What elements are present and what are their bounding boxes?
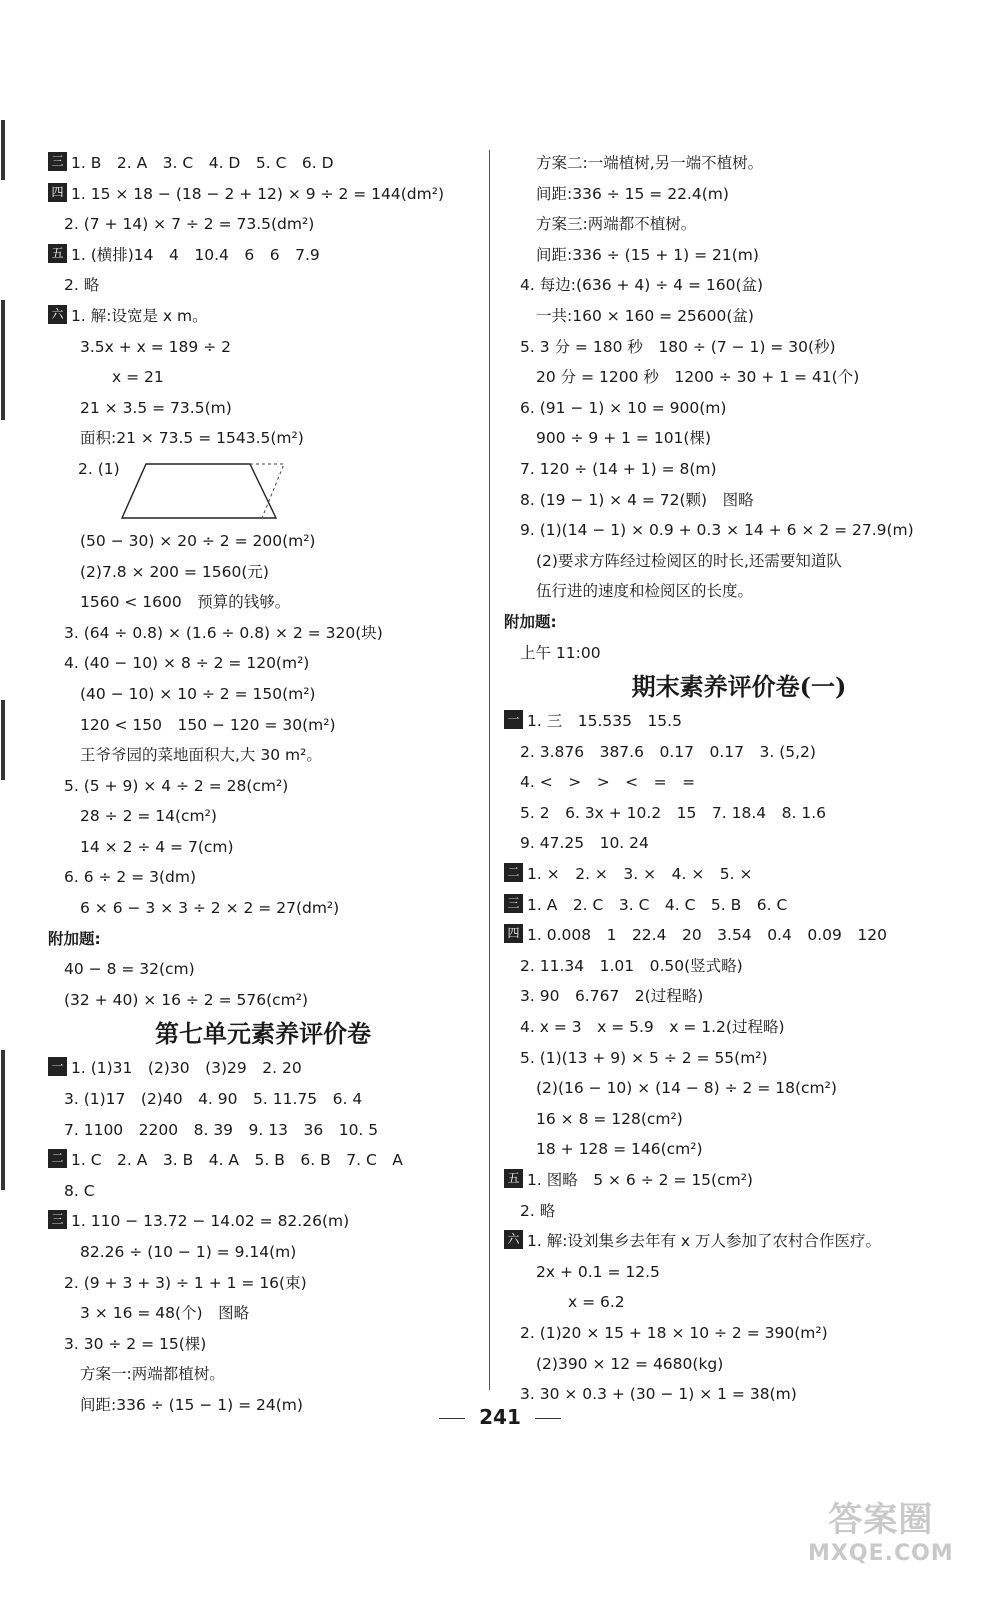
trapezoid-shape (122, 464, 276, 518)
answer-text: (2)7.8 × 200 = 1560(元) (80, 562, 269, 581)
answer-line (48, 301, 478, 332)
answer-line (48, 740, 478, 771)
answer-line (48, 801, 478, 832)
answer-text: 1. 0.008 1 22.4 20 3.54 0.4 0.09 120 (527, 926, 887, 945)
answer-line (48, 985, 478, 1016)
answer-line (504, 1226, 974, 1257)
answer-line (504, 767, 974, 798)
left-column (48, 148, 478, 1421)
answer-text: 间距:336 ÷ (15 + 1) = 21(m) (536, 245, 759, 264)
answer-line (504, 798, 974, 829)
answer-line (48, 679, 478, 710)
answer-line (48, 1359, 478, 1390)
section-number-badge: 六 (504, 1230, 523, 1249)
answer-line (48, 1053, 478, 1084)
answer-text: 方案二:一端植树,另一端不植树。 (536, 154, 764, 172)
answer-text: 1. A 2. C 3. C 4. C 5. B 6. C (527, 895, 788, 914)
answer-text: 1. 图略 5 × 6 ÷ 2 = 15(cm²) (527, 1171, 753, 1189)
answer-line (48, 924, 478, 955)
answer-line (48, 832, 478, 863)
answer-text: 4. < > > < = = (520, 773, 696, 792)
answer-text: 14 × 2 ÷ 4 = 7(cm) (80, 837, 234, 856)
section-number-badge: 四 (48, 183, 67, 202)
answer-text: 1. (1)31 (2)30 (3)29 2. 20 (71, 1059, 302, 1078)
answer-text: 9. 47.25 10. 24 (520, 834, 649, 853)
trapezoid-figure-row (48, 454, 478, 526)
watermark-logo (808, 1500, 954, 1568)
answer-line (48, 423, 478, 454)
answer-line (504, 270, 974, 301)
answer-text: 2. 略 (520, 1201, 556, 1220)
answer-text: 8. (19 − 1) × 4 = 72(颗) 图略 (520, 490, 754, 509)
answer-text: 3. (64 ÷ 0.8) × (1.6 ÷ 0.8) × 2 = 320(块) (64, 623, 383, 642)
watermark-url: MXQE.COM (808, 1541, 954, 1566)
answer-line (504, 423, 974, 454)
answer-text: 3. 90 6.767 2(过程略) (520, 987, 704, 1006)
answer-line (48, 954, 478, 985)
answer-text: 40 − 8 = 32(cm) (64, 960, 195, 979)
answer-text: 9. (1)(14 − 1) × 0.9 + 0.3 × 14 + 6 × 2 = 27.9(m) (520, 521, 914, 540)
answer-text: 1. 110 − 13.72 − 14.02 = 82.26(m) (71, 1212, 350, 1231)
answer-line (504, 1349, 974, 1380)
answer-text: 1. 三 15.535 15.5 (527, 712, 682, 731)
watermark-text: 答案圈 (828, 1500, 934, 1540)
bonus-label: 附加题: (504, 612, 557, 631)
answer-line (504, 179, 974, 210)
answer-line (48, 526, 478, 557)
answer-line (504, 1012, 974, 1043)
answer-line (48, 1206, 478, 1237)
answer-text: 3. (1)17 (2)40 4. 90 5. 11.75 6. 4 (64, 1090, 363, 1109)
right-column (504, 148, 974, 1410)
answer-line (504, 828, 974, 859)
answer-text: (2)(16 − 10) × (14 − 8) ÷ 2 = 18(cm²) (536, 1079, 837, 1098)
section-number-badge: 一 (504, 710, 523, 729)
answer-line (48, 862, 478, 893)
answer-text: 1. 解:设宽是 x m。 (71, 306, 208, 325)
answer-line (48, 148, 478, 179)
answer-text: x = 6.2 (568, 1293, 625, 1312)
answer-text: 1560 < 1600 预算的钱够。 (80, 593, 291, 612)
answer-text: 间距:336 ÷ 15 = 22.4(m) (536, 184, 729, 203)
answer-text: 1. 15 × 18 − (18 − 2 + 12) × 9 ÷ 2 = 144(dm²) (71, 184, 445, 203)
answer-line (48, 771, 478, 802)
answer-line (504, 515, 974, 546)
answer-text: (50 − 30) × 20 ÷ 2 = 200(m²) (80, 531, 316, 550)
answer-line (504, 546, 974, 577)
answer-text: 1. 解:设刘集乡去年有 x 万人参加了农村合作医疗。 (527, 1232, 881, 1251)
answer-line (504, 706, 974, 737)
answer-text: 3 × 16 = 48(个) 图略 (80, 1304, 250, 1323)
answer-text: 2. 3.876 387.6 0.17 0.17 3. (5,2) (520, 742, 816, 761)
answer-text: 120 < 150 150 − 120 = 30(m²) (80, 715, 336, 734)
answer-text: 面积:21 × 73.5 = 1543.5(m²) (80, 429, 304, 448)
answer-text: 20 分 = 1200 秒 1200 ÷ 30 + 1 = 41(个) (536, 368, 860, 387)
answer-text: (32 + 40) × 16 ÷ 2 = 576(cm²) (64, 990, 309, 1009)
answer-text: 3. 30 × 0.3 + (30 − 1) × 1 = 38(m) (520, 1385, 797, 1404)
answer-line (504, 1318, 974, 1349)
answer-line (48, 1298, 478, 1329)
answer-text: 1. × 2. × 3. × 4. × 5. × (527, 865, 753, 884)
answer-line (504, 240, 974, 271)
section-number-badge: 五 (48, 244, 67, 263)
answer-line (48, 1145, 478, 1176)
answer-line (48, 618, 478, 649)
answer-line (48, 179, 478, 210)
answer-line (504, 1287, 974, 1318)
answer-text: 21 × 3.5 = 73.5(m) (80, 398, 232, 417)
answer-text: 5. (1)(13 + 9) × 5 ÷ 2 = 55(m²) (520, 1048, 768, 1067)
answer-text: 900 ÷ 9 + 1 = 101(棵) (536, 429, 712, 448)
answer-text: 2. 略 (64, 276, 100, 295)
answer-text: 4. 每边:(636 + 4) ÷ 4 = 160(盆) (520, 276, 764, 295)
answer-text: 6. (91 − 1) × 10 = 900(m) (520, 398, 727, 417)
answer-text: 2. 11.34 1.01 0.50(竖式略) (520, 956, 743, 975)
answer-text: 18 + 128 = 146(cm²) (536, 1140, 703, 1159)
answer-line (504, 332, 974, 363)
answer-line (48, 1237, 478, 1268)
answer-line (504, 362, 974, 393)
answer-text: 伍行进的速度和检阅区的长度。 (536, 582, 754, 601)
answer-text: 4. x = 3 x = 5.9 x = 1.2(过程略) (520, 1018, 785, 1037)
answer-line (504, 1257, 974, 1288)
section-number-badge: 二 (504, 863, 523, 882)
answer-text: 5. 2 6. 3x + 10.2 15 7. 18.4 8. 1.6 (520, 803, 826, 822)
answer-line (504, 393, 974, 424)
answer-text: 上午 11:00 (520, 643, 601, 662)
answer-line (48, 893, 478, 924)
page-number-value: 241 (479, 1405, 521, 1429)
answer-text: 7. 120 ÷ (14 + 1) = 8(m) (520, 459, 717, 478)
answer-line (48, 332, 478, 363)
answer-text: 4. (40 − 10) × 8 ÷ 2 = 120(m²) (64, 654, 310, 673)
answer-line (48, 648, 478, 679)
answer-line (48, 209, 478, 240)
answer-line (504, 1043, 974, 1074)
answer-line (504, 148, 974, 179)
answer-text: (2)要求方阵经过检阅区的时长,还需要知道队 (536, 551, 842, 570)
section-number-badge: 三 (504, 894, 523, 913)
answer-text: 2. (9 + 3 + 3) ÷ 1 + 1 = 16(束) (64, 1273, 307, 1292)
section-number-badge: 三 (48, 1210, 67, 1229)
trapezoid-diagram (118, 462, 288, 522)
answer-text: 5. (5 + 9) × 4 ÷ 2 = 28(cm²) (64, 776, 289, 795)
answer-text: 3.5x + x = 189 ÷ 2 (80, 337, 231, 356)
section-number-badge: 三 (48, 152, 67, 171)
section-number-badge: 四 (504, 924, 523, 943)
answer-text: 16 × 8 = 128(cm²) (536, 1109, 683, 1128)
answer-text: 2. (7 + 14) × 7 ÷ 2 = 73.5(dm²) (64, 215, 315, 234)
answer-text: 间距:336 ÷ (15 − 1) = 24(m) (80, 1395, 303, 1414)
answer-text: 王爷爷园的菜地面积大,大 30 m²。 (80, 746, 322, 765)
answer-line (504, 454, 974, 485)
answer-line (48, 1176, 478, 1207)
column-divider (489, 150, 490, 1390)
answer-text: 一共:160 × 160 = 25600(盆) (536, 306, 754, 325)
answer-line (48, 270, 478, 301)
answer-line (504, 859, 974, 890)
answer-text: 2. (1) (78, 459, 120, 478)
answer-text: 28 ÷ 2 = 14(cm²) (80, 807, 217, 826)
answer-line (48, 1329, 478, 1360)
answer-line (504, 920, 974, 951)
answer-line (504, 1196, 974, 1227)
answer-text: 1. (横排)14 4 10.4 6 6 7.9 (71, 245, 320, 264)
answer-line (504, 638, 974, 669)
answer-line (504, 301, 974, 332)
section-heading: 期末素养评价卷(一) (631, 672, 847, 702)
answer-line (504, 1134, 974, 1165)
answer-text: 8. C (64, 1181, 95, 1200)
answer-text: x = 21 (112, 368, 164, 387)
answer-line (48, 240, 478, 271)
answer-line (48, 557, 478, 588)
answer-text: 方案一:两端都植树。 (80, 1365, 225, 1384)
answer-line (504, 951, 974, 982)
answer-line (48, 710, 478, 741)
answer-line (504, 576, 974, 607)
answer-text: 1. B 2. A 3. C 4. D 5. C 6. D (71, 154, 334, 172)
section-number-badge: 二 (48, 1149, 67, 1168)
answer-line (48, 362, 478, 393)
answer-text: 7. 1100 2200 8. 39 9. 13 36 10. 5 (64, 1120, 379, 1139)
answer-text: 5. 3 分 = 180 秒 180 ÷ (7 − 1) = 30(秒) (520, 337, 836, 356)
section-number-badge: 六 (48, 305, 67, 324)
answer-line (48, 1268, 478, 1299)
trapezoid-dashed-extension (250, 464, 284, 518)
answer-text: (2)390 × 12 = 4680(kg) (536, 1354, 724, 1373)
answer-line (48, 587, 478, 618)
answer-text: 2x + 0.1 = 12.5 (536, 1262, 660, 1281)
page-edge-shadow (0, 0, 7, 1600)
answer-text: 方案三:两端都不植树。 (536, 215, 697, 234)
answer-line (504, 1165, 974, 1196)
section-number-badge: 一 (48, 1057, 67, 1076)
answer-line (504, 485, 974, 516)
answer-line (48, 1115, 478, 1146)
answer-line (504, 1073, 974, 1104)
answer-line (504, 1104, 974, 1135)
answer-line (504, 209, 974, 240)
answer-line (48, 393, 478, 424)
answer-text: 82.26 ÷ (10 − 1) = 9.14(m) (80, 1243, 297, 1261)
answer-text: 6 × 6 − 3 × 3 ÷ 2 × 2 = 27(dm²) (80, 899, 340, 918)
answer-text: 2. (1)20 × 15 + 18 × 10 ÷ 2 = 390(m²) (520, 1323, 828, 1342)
answer-line (504, 737, 974, 768)
answer-text: 1. C 2. A 3. B 4. A 5. B 6. B 7. C A (71, 1151, 403, 1170)
answer-line (504, 981, 974, 1012)
bonus-label: 附加题: (48, 929, 101, 948)
answer-line (504, 607, 974, 638)
answer-text: 3. 30 ÷ 2 = 15(棵) (64, 1334, 207, 1353)
page-number (0, 1405, 1000, 1429)
answer-line (48, 1084, 478, 1115)
section-heading: 第七单元素养评价卷 (155, 1019, 371, 1049)
answer-text: 6. 6 ÷ 2 = 3(dm) (64, 868, 197, 887)
section-number-badge: 五 (504, 1169, 523, 1188)
answer-text: (40 − 10) × 10 ÷ 2 = 150(m²) (80, 684, 316, 703)
answer-line (504, 890, 974, 921)
